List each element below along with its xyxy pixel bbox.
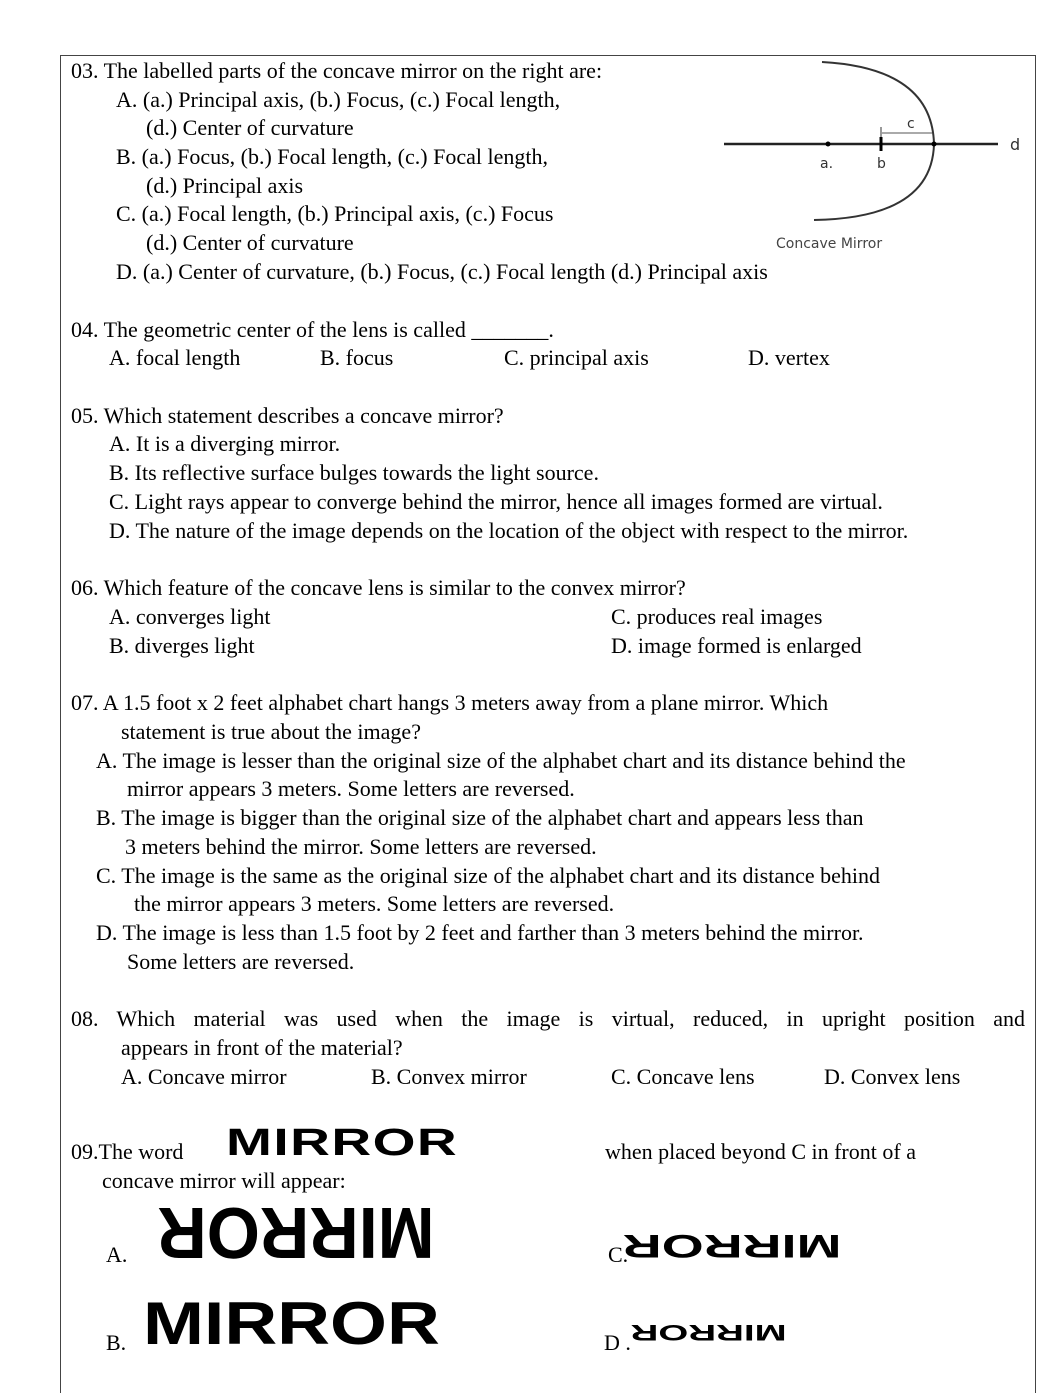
q05-stem: 05. Which statement describes a concave mirror? bbox=[71, 403, 504, 428]
label-b: b bbox=[877, 156, 886, 172]
q07-option-a[interactable]: A. The image is lesser than the original size of the alphabet chart and its distance behind the bbox=[96, 748, 906, 773]
q08-stem-cont: appears in front of the material? bbox=[121, 1035, 403, 1060]
q07-stem: 07. A 1.5 foot x 2 feet alphabet chart hangs 3 meters away from a plane mirror. Which bbox=[71, 690, 829, 715]
q07-option-a-cont: mirror appears 3 meters. Some letters are reversed. bbox=[127, 776, 575, 801]
q04-stem: 04. The geometric center of the lens is called _______. bbox=[71, 317, 554, 342]
q07-option-b-cont: 3 meters behind the mirror. Some letters are reversed. bbox=[125, 834, 597, 859]
q09-option-a-inverted-word[interactable]: MIRROR bbox=[157, 1192, 435, 1272]
q03-option-d[interactable]: D. (a.) Center of curvature, (b.) Focus, (c.) Focal length (d.) Principal axis bbox=[116, 259, 768, 284]
q08-option-b[interactable]: B. Convex mirror bbox=[371, 1064, 527, 1089]
q04-option-b[interactable]: B. focus bbox=[320, 345, 394, 370]
q05-option-a[interactable]: A. It is a diverging mirror. bbox=[109, 431, 341, 456]
q07-option-d-cont: Some letters are reversed. bbox=[127, 949, 355, 974]
q09-option-d-inverted-word[interactable]: MIRROR bbox=[630, 1320, 787, 1345]
q07-option-c-cont: the mirror appears 3 meters. Some letters are reversed. bbox=[134, 891, 615, 916]
q06-option-a[interactable]: A. converges light bbox=[109, 604, 271, 629]
q06-stem: 06. Which feature of the concave lens is similar to the convex mirror? bbox=[71, 575, 686, 600]
word-mirror: MIRROR bbox=[226, 1122, 459, 1164]
q09-option-a-label[interactable]: A. bbox=[106, 1242, 128, 1267]
q06-option-d[interactable]: D. image formed is enlarged bbox=[611, 633, 862, 658]
label-d: d bbox=[1010, 135, 1021, 154]
q03-option-a[interactable]: A. (a.) Principal axis, (b.) Focus, (c.) Focal length, bbox=[116, 87, 561, 112]
q03-stem: 03. The labelled parts of the concave mirror on the right are: bbox=[71, 58, 603, 83]
q05-option-b[interactable]: B. Its reflective surface bulges towards the light source. bbox=[109, 460, 599, 485]
q09-option-b-label[interactable]: B. bbox=[106, 1330, 127, 1355]
q09-option-c-inverted-word[interactable]: MIRROR bbox=[622, 1227, 842, 1263]
diagram-caption: Concave Mirror bbox=[776, 236, 883, 252]
q03-option-b-cont: (d.) Principal axis bbox=[146, 173, 304, 198]
q07-stem-cont: statement is true about the image? bbox=[121, 719, 421, 744]
q09-stem-cont: concave mirror will appear: bbox=[102, 1168, 346, 1193]
q07-option-d[interactable]: D. The image is less than 1.5 foot by 2 feet and farther than 3 meters behind the mirror. bbox=[96, 920, 864, 945]
q03-option-c[interactable]: C. (a.) Focal length, (b.) Principal axis, (c.) Focus bbox=[116, 201, 554, 226]
q03-option-c-cont: (d.) Center of curvature bbox=[146, 230, 354, 255]
q04-option-c[interactable]: C. principal axis bbox=[504, 345, 649, 370]
q08-option-d[interactable]: D. Convex lens bbox=[824, 1064, 961, 1089]
q09-stem: 09.The word bbox=[71, 1139, 184, 1164]
q06-option-b[interactable]: B. diverges light bbox=[109, 633, 255, 658]
q09-option-c-label[interactable]: C. bbox=[608, 1242, 629, 1267]
q04-option-d[interactable]: D. vertex bbox=[748, 345, 830, 370]
q04-option-a[interactable]: A. focal length bbox=[109, 345, 241, 370]
label-a: a. bbox=[820, 156, 834, 172]
q03-option-a-cont: (d.) Center of curvature bbox=[146, 115, 354, 140]
q09-stem-mid: when placed beyond C in front of a bbox=[605, 1139, 916, 1164]
q08-stem: 08. Which material was used when the image is virtual, reduced, in upright position and bbox=[71, 1006, 1025, 1031]
q07-option-c[interactable]: C. The image is the same as the original size of the alphabet chart and its distance behind bbox=[96, 863, 881, 888]
q07-option-b[interactable]: B. The image is bigger than the original size of the alphabet chart and appears less than bbox=[96, 805, 864, 830]
q03-option-b[interactable]: B. (a.) Focus, (b.) Focal length, (c.) Focal length, bbox=[116, 144, 548, 169]
q09-option-b-upright-word[interactable]: MIRROR bbox=[143, 1290, 440, 1357]
q08-option-a[interactable]: A. Concave mirror bbox=[121, 1064, 287, 1089]
concave-mirror-diagram bbox=[700, 50, 1040, 260]
q05-option-d[interactable]: D. The nature of the image depends on the location of the object with respect to the mirror. bbox=[109, 518, 909, 543]
q06-option-c[interactable]: C. produces real images bbox=[611, 604, 823, 629]
label-c: c bbox=[907, 116, 915, 132]
q09-option-d-label[interactable]: D . bbox=[604, 1330, 631, 1355]
q08-option-c[interactable]: C. Concave lens bbox=[611, 1064, 755, 1089]
q05-option-c[interactable]: C. Light rays appear to converge behind the mirror, hence all images formed are virtual. bbox=[109, 489, 883, 514]
